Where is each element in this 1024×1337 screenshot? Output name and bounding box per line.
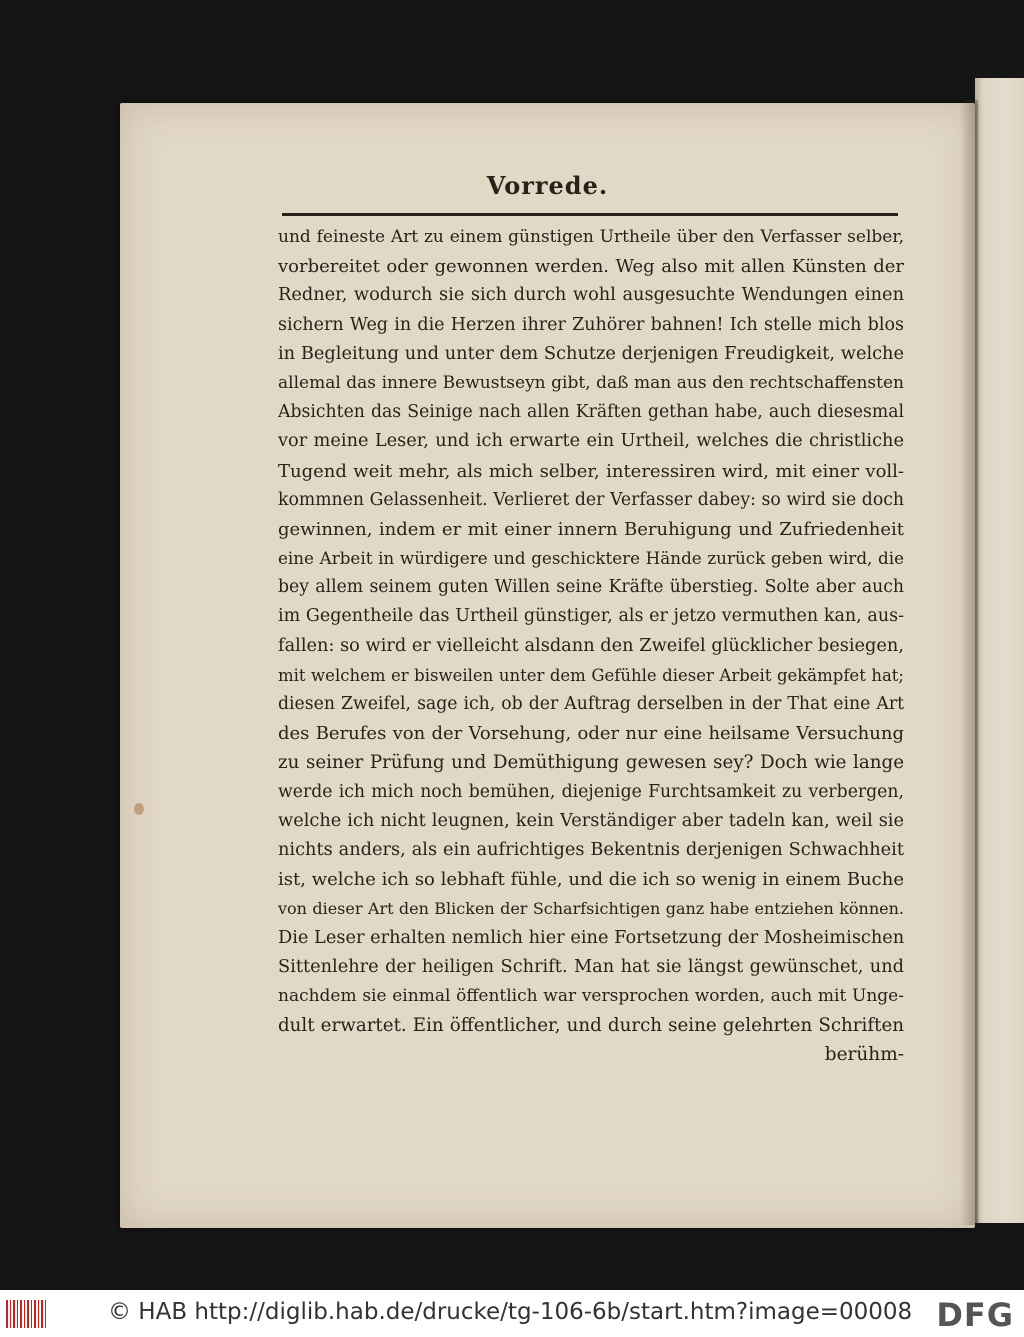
adjacent-page-edge [975, 78, 1024, 1223]
text-line: in Begleitung und unter dem Schutze derjenigen Freudigkeit, welche [278, 343, 904, 364]
text-line: des Berufes von der Vorsehung, oder nur eine heilsame Versuchung [278, 723, 904, 745]
text-line: von dieser Art den Blicken der Scharfsichtigen ganz habe entziehen können. [278, 899, 904, 919]
text-line: bey allem seinem guten Willen seine Kräfte überstieg. Solte aber auch [278, 577, 904, 598]
dfg-logo: DFG [936, 1296, 1014, 1334]
text-line: vor meine Leser, und ich erwarte ein Urtheil, welches die christliche [278, 431, 904, 452]
text-line: nachdem sie einmal öffentlich war versprochen worden, auch mit Unge- [278, 985, 904, 1006]
footer-bar [0, 1290, 1024, 1337]
text-line: und feineste Art zu einem günstigen Urtheile über den Verfasser selber, [278, 227, 904, 247]
text-line: gewinnen, indem er mit einer innern Beruhigung und Zufriedenheit [278, 518, 904, 540]
text-line: im Gegentheile das Urtheil günstiger, als er jetzo vermuthen kan, aus- [278, 606, 904, 627]
text-line: welche ich nicht leugnen, kein Verständiger aber tadeln kan, weil sie [278, 810, 904, 831]
text-line: fallen: so wird er vielleicht alsdann den Zweifel glücklicher besiegen, [278, 635, 904, 656]
text-line: eine Arbeit in würdigere und geschicktere Hände zurück geben wird, die [278, 548, 904, 569]
paper-stain [134, 803, 144, 815]
text-line: mit welchem er bisweilen unter dem Gefühle dieser Arbeit gekämpfet hat; [278, 665, 904, 685]
catchword: berühm- [824, 1044, 904, 1066]
text-line: Absichten das Seinige nach allen Kräften gethan habe, auch diesesmal [278, 402, 904, 423]
text-line: werde ich mich noch bemühen, diejenige Furchtsamkeit zu verbergen, [278, 781, 904, 802]
text-line: sichern Weg in die Herzen ihrer Zuhörer bahnen! Ich stelle mich blos [278, 314, 904, 335]
text-line: diesen Zweifel, sage ich, ob der Auftrag derselben in der That eine Art [278, 694, 904, 714]
text-line: kommnen Gelassenheit. Verlieret der Verfasser dabey: so wird sie doch [278, 489, 904, 510]
text-line: Sittenlehre der heiligen Schrift. Man hat sie längst gewünschet, und [278, 956, 904, 977]
text-line: Tugend weit mehr, als mich selber, interessiren wird, mit einer voll- [278, 460, 904, 482]
text-line: Redner, wodurch sie sich durch wohl ausgesuchte Wendungen einen [278, 285, 904, 306]
barcode-icon [6, 1300, 46, 1328]
text-line: ist, welche ich so lebhaft fühle, und die ich so wenig in einem Buche [278, 869, 904, 891]
gutter-shadow [960, 100, 978, 1225]
running-head: Vorrede. [486, 171, 609, 200]
body-text [278, 223, 904, 1069]
text-line: dult erwartet. Ein öffentlicher, und durch seine gelehrten Schriften [278, 1015, 904, 1037]
text-line: Die Leser erhalten nemlich hier eine Fortsetzung der Mosheimischen [278, 927, 904, 948]
head-rule [282, 213, 898, 216]
book-page [120, 103, 975, 1228]
text-line: allemal das innere Bewustseyn gibt, daß man aus den rechtschaffensten [278, 372, 904, 393]
permalink[interactable]: © HAB http://diglib.hab.de/drucke/tg-106-6b/start.htm?image=00008 [108, 1299, 913, 1325]
text-line: zu seiner Prüfung und Demüthigung gewesen sey? Doch wie lange [278, 752, 904, 774]
text-line: nichts anders, als ein aufrichtiges Bekentnis derjenigen Schwachheit [278, 839, 904, 860]
text-line: vorbereitet oder gewonnen werden. Weg also mit allen Künsten der [278, 256, 904, 278]
